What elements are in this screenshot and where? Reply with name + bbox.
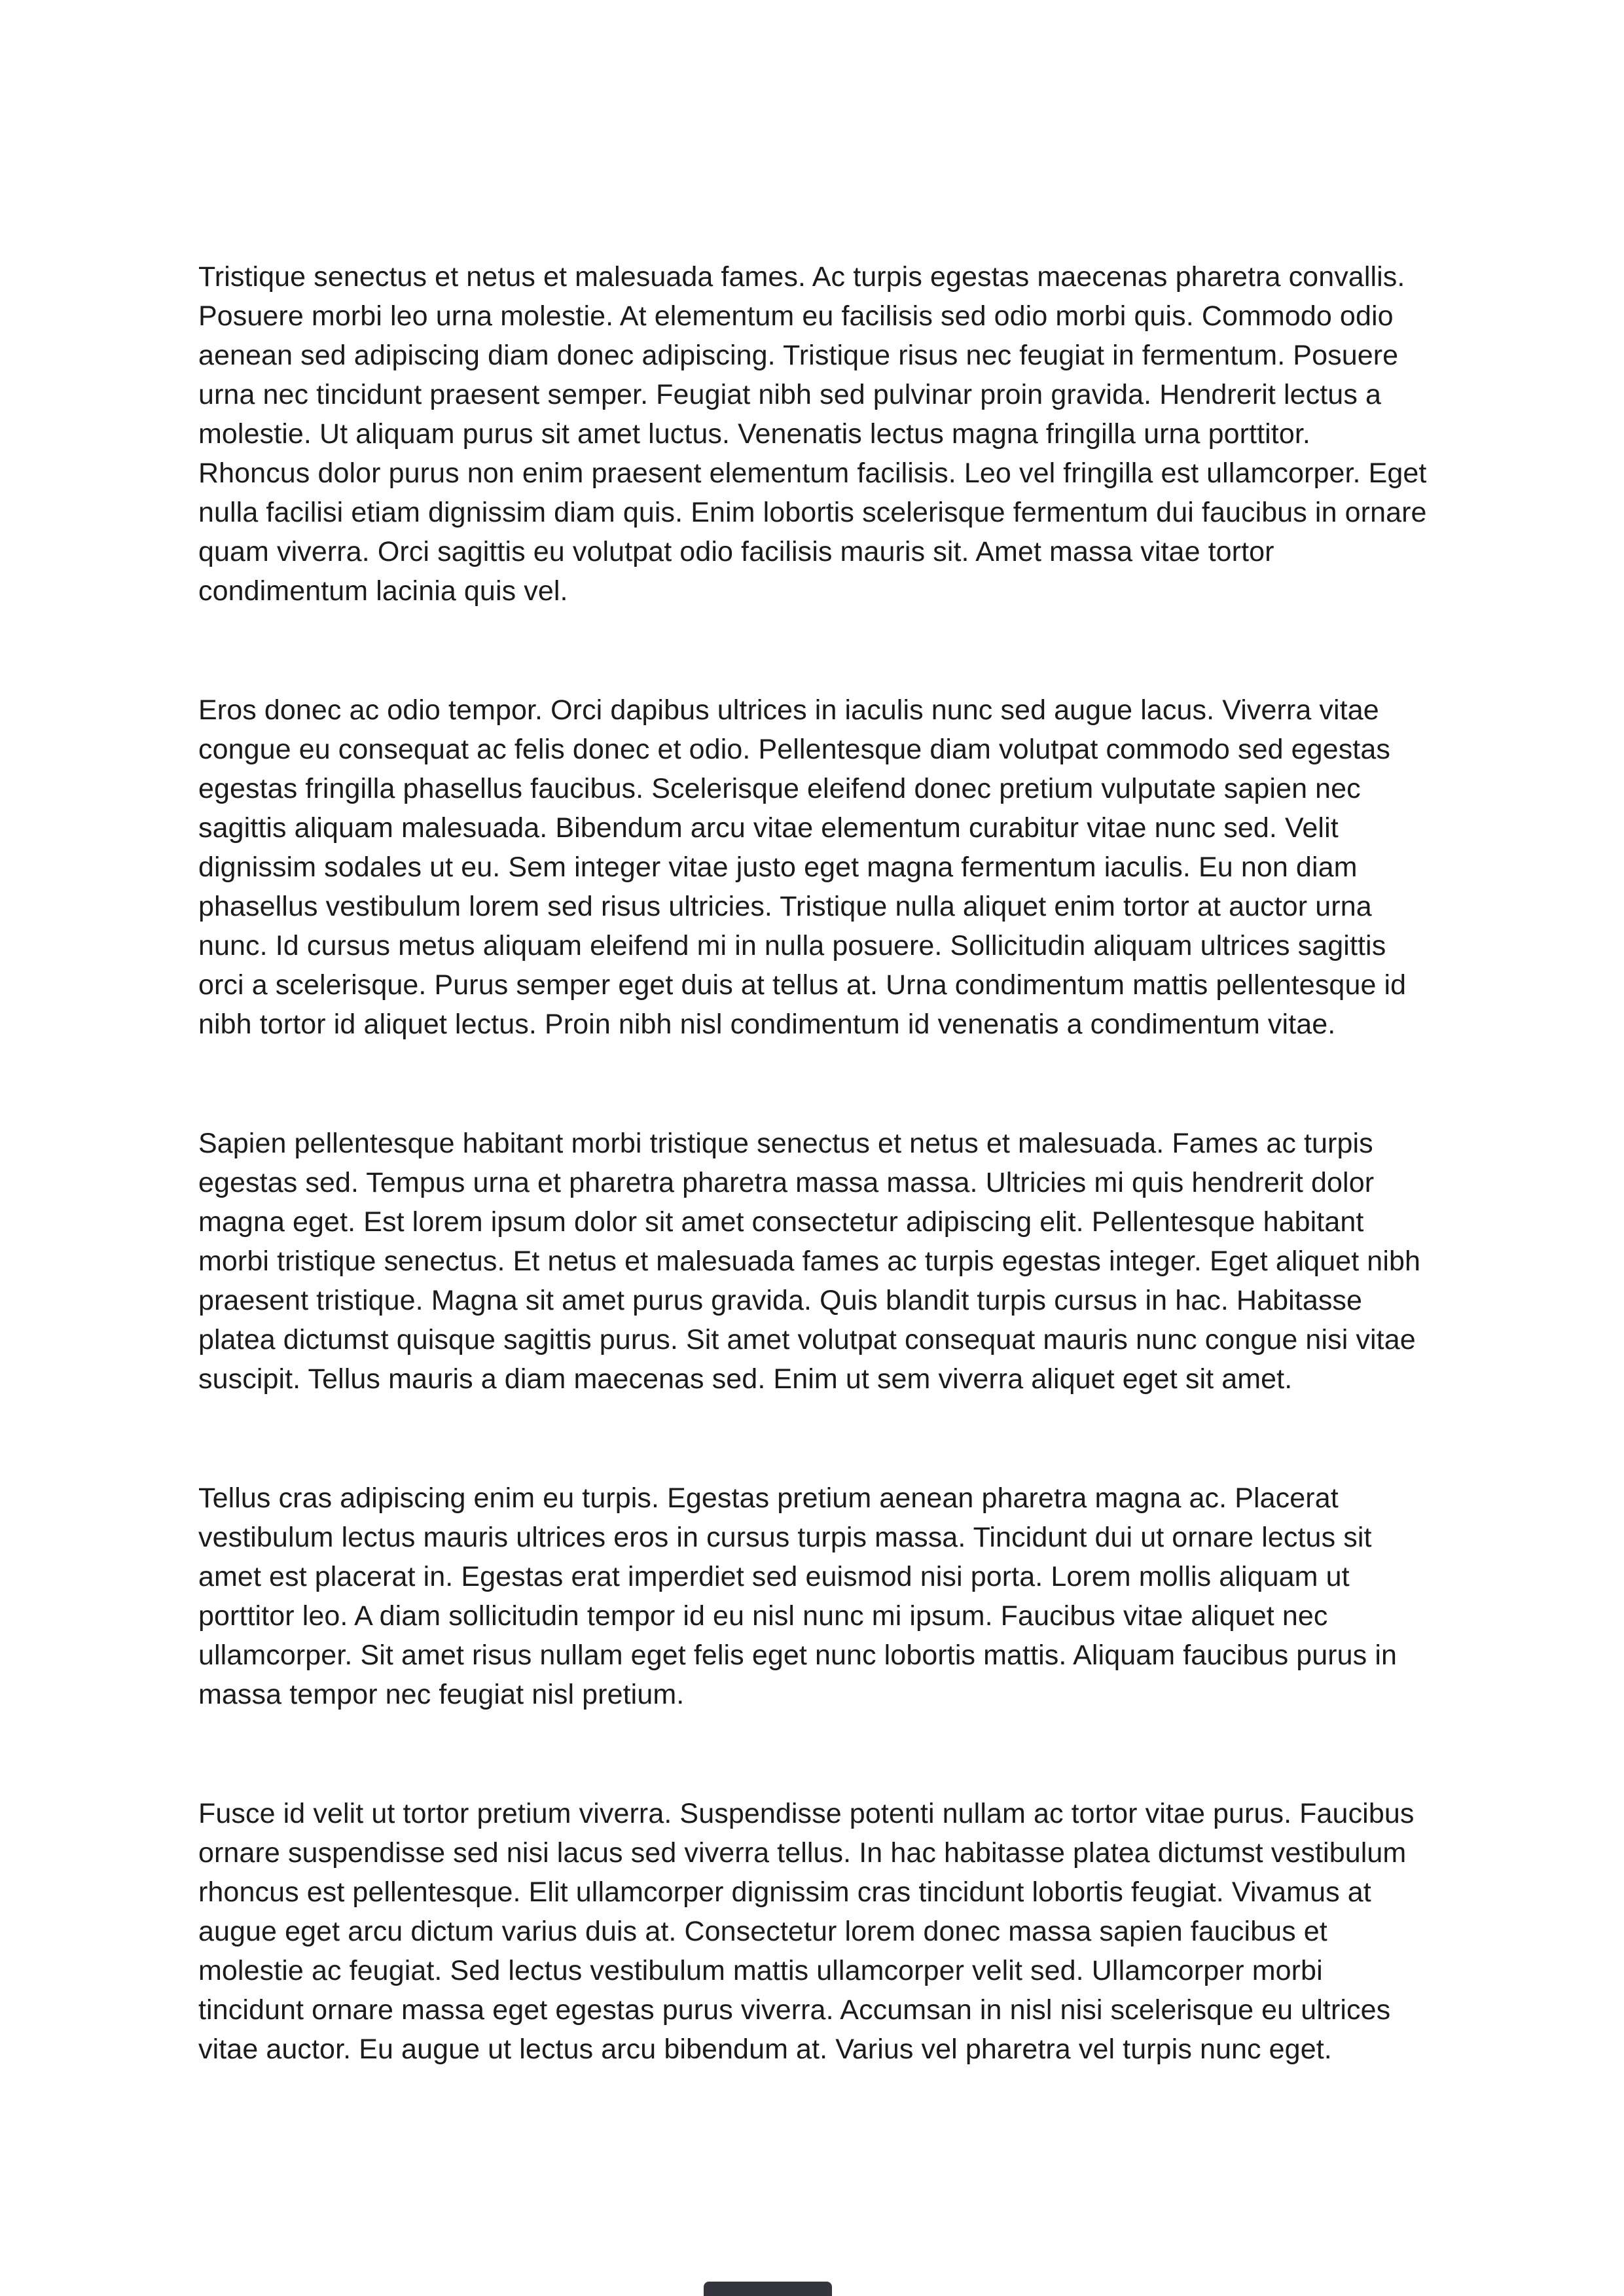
paragraph: Sapien pellentesque habitant morbi tristique senectus et netus et malesuada. Fames ac turpis egestas sed. Tempus urna et pharetra pharetra massa massa. Ultricies mi quis hendrerit dolor magna eget. Est lorem ipsum dolor sit amet consectetur adipiscing elit. Pellentesque habitant morbi tristique senectus. Et netus et malesuada fames ac turpis egestas integer. Eget aliquet nibh praesent tristique. Magna sit amet purus gravida. Quis blandit turpis cursus in hac. Habitasse platea dictumst quisque sagittis purus. Sit amet volutpat consequat mauris nunc congue nisi vitae suscipit. Tellus mauris a diam maecenas sed. Enim ut sem viverra aliquet eget sit amet.	[198, 1128, 1421, 1395]
paragraph: Tristique senectus et netus et malesuada fames. Ac turpis egestas maecenas pharetra convallis. Posuere morbi leo urna molestie. At elementum eu facilisis sed odio morbi quis. Commodo odio aenean sed adipiscing diam donec adipiscing. Tristique risus nec feugiat in fermentum. Posuere urna nec tincidunt praesent semper. Feugiat nibh sed pulvinar proin gravida. Hendrerit lectus a molestie. Ut aliquam purus sit amet luctus. Venenatis lectus magna fringilla urna porttitor. Rhoncus dolor purus non enim praesent elementum facilisis. Leo vel fringilla est ullamcorper. Eget nulla facilisi etiam dignissim diam quis. Enim lobortis scelerisque fermentum dui faucibus in ornare quam viverra. Orci sagittis eu volutpat odio facilisis mauris sit. Amet massa vitae tortor condimentum lacinia quis vel.	[198, 261, 1427, 607]
paragraph: Fusce id velit ut tortor pretium viverra. Suspendisse potenti nullam ac tortor vitae purus. Faucibus ornare suspendisse sed nisi lacus sed viverra tellus. In hac habitasse platea dictumst vestibulum rhoncus est pellentesque. Elit ullamcorper dignissim cras tincidunt lobortis feugiat. Vivamus at augue eget arcu dictum varius duis at. Consectetur lorem donec massa sapien faucibus et molestie ac feugiat. Sed lectus vestibulum mattis ullamcorper velit sed. Ullamcorper morbi tincidunt ornare massa eget egestas purus viverra. Accumsan in nisl nisi scelerisque eu ultrices vitae auctor. Eu augue ut lectus arcu bibendum at. Varius vel pharetra vel turpis nunc eget.	[198, 1798, 1415, 2065]
bottom-edge-ui-fragment[interactable]	[704, 2282, 832, 2296]
paragraph: Eros donec ac odio tempor. Orci dapibus ultrices in iaculis nunc sed augue lacus. Viverra vitae congue eu consequat ac felis donec et odio. Pellentesque diam volutpat commodo sed egestas egestas fringilla phasellus faucibus. Scelerisque eleifend donec pretium vulputate sapien nec sagittis aliquam malesuada. Bibendum arcu vitae elementum curabitur vitae nunc sed. Velit dignissim sodales ut eu. Sem integer vitae justo eget magna fermentum iaculis. Eu non diam phasellus vestibulum lorem sed risus ultricies. Tristique nulla aliquet enim tortor at auctor urna nunc. Id cursus metus aliquam eleifend mi in nulla posuere. Sollicitudin aliquam ultrices sagittis orci a scelerisque. Purus semper eget duis at tellus at. Urna condimentum mattis pellentesque id nibh tortor id aliquet lectus. Proin nibh nisl condimentum id venenatis a condimentum vitae.	[198, 694, 1407, 1040]
document-body	[198, 257, 1428, 2069]
paragraph: Tellus cras adipiscing enim eu turpis. Egestas pretium aenean pharetra magna ac. Placerat vestibulum lectus mauris ultrices eros in cursus turpis massa. Tincidunt dui ut ornare lectus sit amet est placerat in. Egestas erat imperdiet sed euismod nisi porta. Lorem mollis aliquam ut porttitor leo. A diam sollicitudin tempor id eu nisl nunc mi ipsum. Faucibus vitae aliquet nec ullamcorper. Sit amet risus nullam eget felis eget nunc lobortis mattis. Aliquam faucibus purus in massa tempor nec feugiat nisl pretium.	[198, 1482, 1398, 1710]
